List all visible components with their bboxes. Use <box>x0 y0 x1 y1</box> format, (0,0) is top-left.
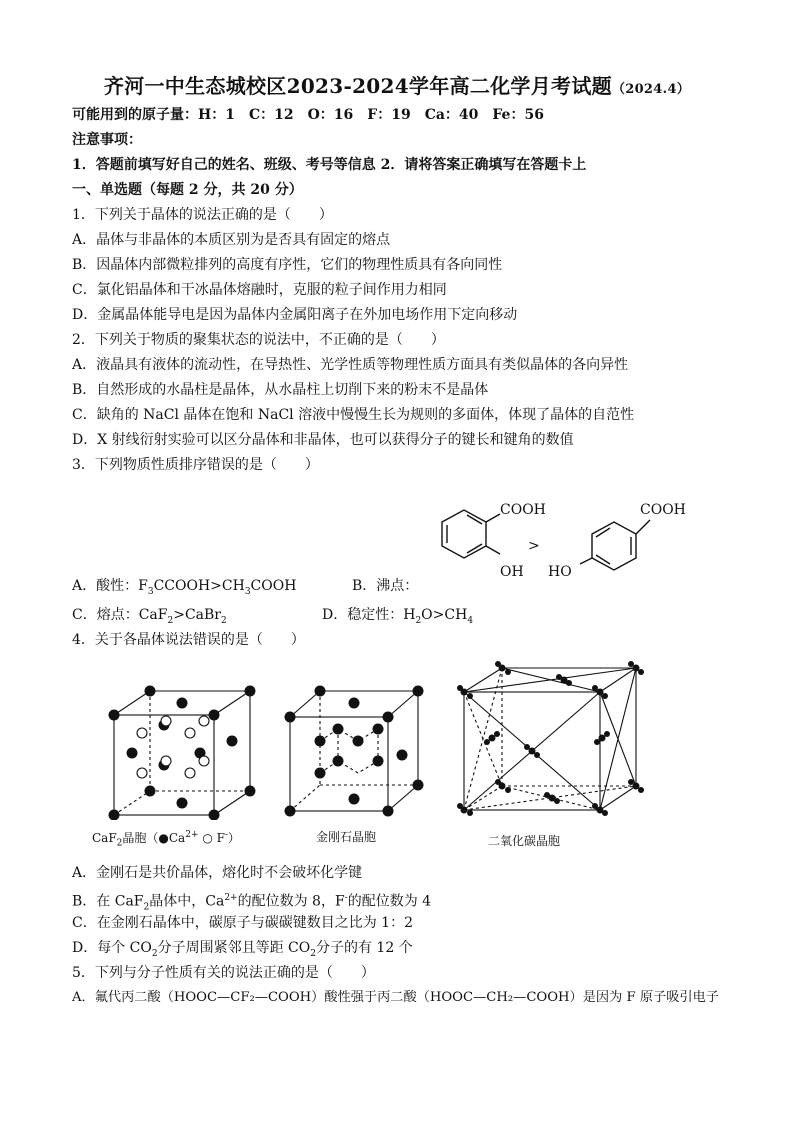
q4-option-a: A．金刚石是共价晶体，熔化时不会破坏化学键 <box>72 865 363 881</box>
greater-than-sign: > <box>528 538 540 554</box>
q3-option-d: D．稳定性：$H_2O>CH_4$ <box>322 607 474 626</box>
q2-option-d: D．X 射线衍射实验可以区分晶体和非晶体，也可以获得分子的键长和键角的数值 <box>72 432 574 448</box>
q1-option-c: C．氯化铝晶体和干冰晶体熔融时，克服的粒子间作用力相同 <box>72 282 447 298</box>
notes-text: 1．答题前填写好自己的姓名、班级、考号等信息 2．请将答案正确填写在答题卡上 <box>72 157 587 173</box>
q4-option-d: D．每个 $CO_2$分子周围紧邻且等距 $CO_2$分子的有 12 个 <box>72 940 413 959</box>
atomic-masses: 可能用到的原子量：H：1 C：12 O：16 F：19 Ca：40 Fe：56 <box>72 107 544 123</box>
caf2-unit-cell-figure <box>100 685 260 820</box>
q2-option-b: B．自然形成的水晶柱是晶体，从水晶柱上切削下来的粉末不是晶体 <box>72 382 489 398</box>
q1-stem: 1．下列关于晶体的说法正确的是（ ） <box>72 207 333 223</box>
q4-option-b: B．在 CaF$_2$晶体中，$Ca^{2+}$的配位数为 8，F-的配位数为 4 <box>72 893 432 913</box>
right-cooh-label: COOH <box>640 502 686 518</box>
boiling-point-molecules <box>420 492 700 590</box>
left-oh-label: OH <box>500 564 524 580</box>
q4-stem: 4．关于各晶体说法错误的是（ ） <box>72 632 305 648</box>
q1-option-a: A．晶体与非晶体的本质区别为是否具有固定的熔点 <box>72 232 391 248</box>
left-cooh-label: COOH <box>500 502 546 518</box>
title-date: （2024.4） <box>611 82 691 97</box>
q1-option-b: B．因晶体内部微粒排列的高度有序性，它们的物理性质具有各向同性 <box>72 257 503 273</box>
co2-unit-cell-figure <box>452 658 648 818</box>
q2-option-a: A．液晶具有液体的流动性，在导热性、光学性质等物理性质方面具有类似晶体的各向异性 <box>72 357 629 373</box>
q3-option-c: C．熔点：CaF$_2$>CaBr$_2$ <box>72 607 227 626</box>
q5-option-a: A．氟代丙二酸（HOOC—CF₂—COOH）酸性强于丙二酸（HOOC—CH₂—COOH）是因为 F 原子吸引电子 <box>72 990 719 1005</box>
left-benzene-ring <box>442 510 486 558</box>
q5-stem: 5．下列与分子性质有关的说法正确的是（ ） <box>72 965 375 981</box>
notes-heading: 注意事项： <box>72 132 142 148</box>
diamond-caption: 金刚石晶胞 <box>316 830 377 844</box>
section1-heading: 一、单选题（每题 2 分，共 20 分） <box>72 182 303 198</box>
co2-caption: 二氧化碳晶胞 <box>488 834 561 848</box>
page-title <box>0 70 794 99</box>
q2-option-c: C．缺角的 NaCl 晶体在饱和 NaCl 溶液中慢慢生长为规则的多面体，体现了晶体的自范性 <box>72 407 635 423</box>
q3-option-b: B．沸点： <box>352 578 419 594</box>
caf2-caption: CaF$_2$晶胞（$●Ca^{2+}$ ○ F-） <box>92 830 240 849</box>
right-benzene-ring <box>592 522 636 570</box>
q1-option-d: D．金属晶体能导电是因为晶体内金属阳离子在外加电场作用下定向移动 <box>72 307 518 323</box>
q2-stem: 2．下列关于物质的聚集状态的说法中，不正确的是（ ） <box>72 332 445 348</box>
q3-option-a: A．酸性：$F_3CCOOH>CH_3COOH$ <box>72 578 297 597</box>
diamond-unit-cell-figure <box>280 683 430 818</box>
q4-option-c: C．在金刚石晶体中，碳原子与碳碳键数目之比为 1：2 <box>72 915 413 931</box>
title-text: 齐河一中生态城校区2023-2024学年高二化学月考试题 <box>103 74 612 98</box>
q3-stem: 3．下列物质性质排序错误的是（ ） <box>72 457 319 473</box>
right-ho-label: HO <box>548 564 572 580</box>
